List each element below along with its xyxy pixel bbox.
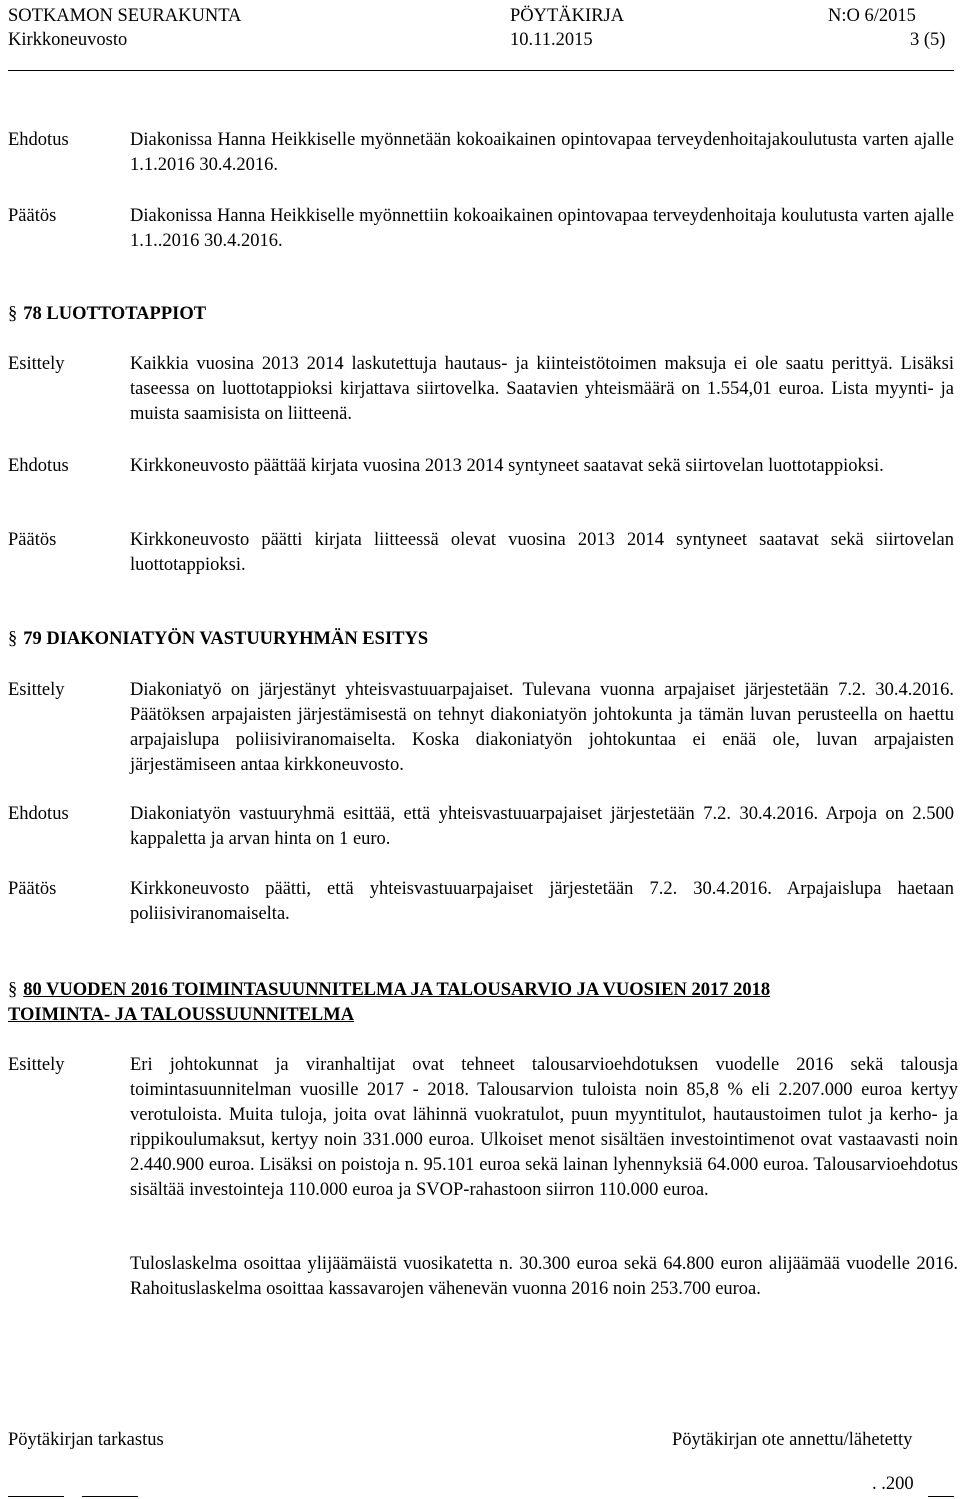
- esittely-text: Kaikkia vuosina 2013 2014 laskutettuja hautaus- ja kiinteistötoimen maksuja ei ole saatu perittyä. Lisäksi taseessa on luottotappioksi kirjattava siirtovelka. Saatavien yhteismäärä on 1.554,01 euroa. Lista myynti- ja muista saamisista on liitteenä.: [130, 354, 954, 424]
- esittely-text-2: Tuloslaskelma osoittaa ylijäämäistä vuosikatetta n. 30.300 euroa sekä 64.800 euron alijäämää vuodelle 2016. Rahoituslaskelma osoittaa kassavarojen vähenevän vuonna 2016 noin 253.700 euroa.: [130, 1254, 958, 1299]
- footer-sent-label: Pöytäkirjan ote annettu/lähetetty: [672, 1430, 913, 1450]
- signature-line-1: [8, 1496, 64, 1497]
- esittely-label: Esittely: [8, 680, 65, 700]
- ehdotus-label: Ehdotus: [8, 804, 69, 824]
- paatos-text: Kirkkoneuvosto päätti, että yhteisvastuuarpajaiset järjestetään 7.2. 30.4.2016. Arpajaislupa haetaan poliisiviranomaiselta.: [130, 879, 954, 924]
- paatos-text: Diakonissa Hanna Heikkiselle myönnettiin kokoaikainen opintovapaa terveydenhoitaja koulutusta varten ajalle 1.1..2016 30.4.2016.: [130, 206, 954, 251]
- ehdotus-label: Ehdotus: [8, 130, 69, 150]
- paatos-label: Päätös: [8, 206, 57, 226]
- ehdotus-text: Kirkkoneuvosto päättää kirjata vuosina 2013 2014 syntyneet saatavat sekä siirtovelan luottotappioksi.: [130, 456, 884, 476]
- meeting-date: 10.11.2015: [510, 30, 593, 50]
- section-78-heading: [8, 302, 206, 327]
- section-80-heading-line2: [8, 1003, 354, 1028]
- signature-line-2: [82, 1496, 138, 1497]
- esittely-text: Diakoniatyö on järjestänyt yhteisvastuuarpajaiset. Tulevana vuonna arpajaiset järjestetään 7.2. 30.4.2016. Päätöksen arpajaisten järjestämisestä on tehnyt diakoniatyön johtokunta ja tämän luvan perusteella on haettu arpajaislupa poliisiviranomaiselta. Koska diakoniatyön johtokuntaa ei enää ole, luvan arpajaisten järjestämiseen antaa kirkkoneuvosto.: [130, 680, 954, 775]
- esittely-text: Eri johtokunnat ja viranhaltijat ovat tehneet talousarvioehdotuksen vuodelle 2016 sekä talousja toimintasuunnitelman vuosille 2017 - 2018. Talousarvion tuloista noin 85,8 % eli 2.207.000 euroa kertyy verotuloista. Muita tuloja, joita ovat lähinnä vuokratulot, puun myyntitulot, hautaustoimen tulot ja kerho- ja rippikoulumaksut, kertyy noin 331.000 euroa. Ulkoiset menot sisältäen investointimenot ovat vastaavasti noin 2.440.900 euroa. Lisäksi on poistoja n. 95.101 euroa sekä lainan lyhennyksiä 64.000 euroa. Talousarvioehdotus sisältää investointeja 110.000 euroa ja SVOP-rahastoon siirron 110.000 euroa.: [130, 1055, 958, 1200]
- paatos-label: Päätös: [8, 879, 57, 899]
- paatos-text: Kirkkoneuvosto päätti kirjata liitteessä olevat vuosina 2013 2014 syntyneet saatavat sekä siirtovelan luottotappioksi.: [130, 530, 954, 575]
- paatos-label: Päätös: [8, 530, 57, 550]
- paragraph-mark: §: [8, 629, 18, 649]
- section-78-title: 78 LUOTTOTAPPIOT: [23, 304, 207, 324]
- footer-date-prefix: . .200: [872, 1474, 914, 1494]
- ehdotus-text: Diakoniatyön vastuuryhmä esittää, että yhteisvastuuarpajaiset järjestetään 7.2. 30.4.2016. Arpoja on 2.500 kappaletta ja arvan hinta on 1 euro.: [130, 804, 954, 849]
- footer-review-label: Pöytäkirjan tarkastus: [8, 1430, 164, 1450]
- ehdotus-label: Ehdotus: [8, 456, 69, 476]
- paragraph-mark: §: [8, 304, 18, 324]
- footer-date-line: [928, 1496, 954, 1497]
- section-80-title-line2: TOIMINTA- JA TALOUSSUUNNITELMA: [8, 1005, 355, 1025]
- section-79-title: 79 DIAKONIATYÖN VASTUURYHMÄN ESITYS: [23, 629, 429, 649]
- doc-number: N:O 6/2015: [828, 6, 916, 26]
- page-header: [8, 0, 954, 71]
- org-name: SOTKAMON SEURAKUNTA: [8, 6, 242, 26]
- section-80-heading: [8, 978, 770, 1003]
- section-80-title-line1: 80 VUODEN 2016 TOIMINTASUUNNITELMA JA TALOUSARVIO JA VUOSIEN 2017 2018: [23, 980, 771, 1000]
- esittely-label: Esittely: [8, 1055, 65, 1075]
- doc-type: PÖYTÄKIRJA: [510, 6, 625, 26]
- esittely-label: Esittely: [8, 354, 65, 374]
- section-79-heading: [8, 627, 428, 652]
- paragraph-mark: §: [8, 980, 18, 1000]
- meeting-body: Kirkkoneuvosto: [8, 30, 128, 50]
- page-number: 3 (5): [910, 30, 946, 50]
- ehdotus-text: Diakonissa Hanna Heikkiselle myönnetään kokoaikainen opintovapaa terveydenhoitajakoulutusta varten ajalle 1.1.2016 30.4.2016.: [130, 130, 954, 175]
